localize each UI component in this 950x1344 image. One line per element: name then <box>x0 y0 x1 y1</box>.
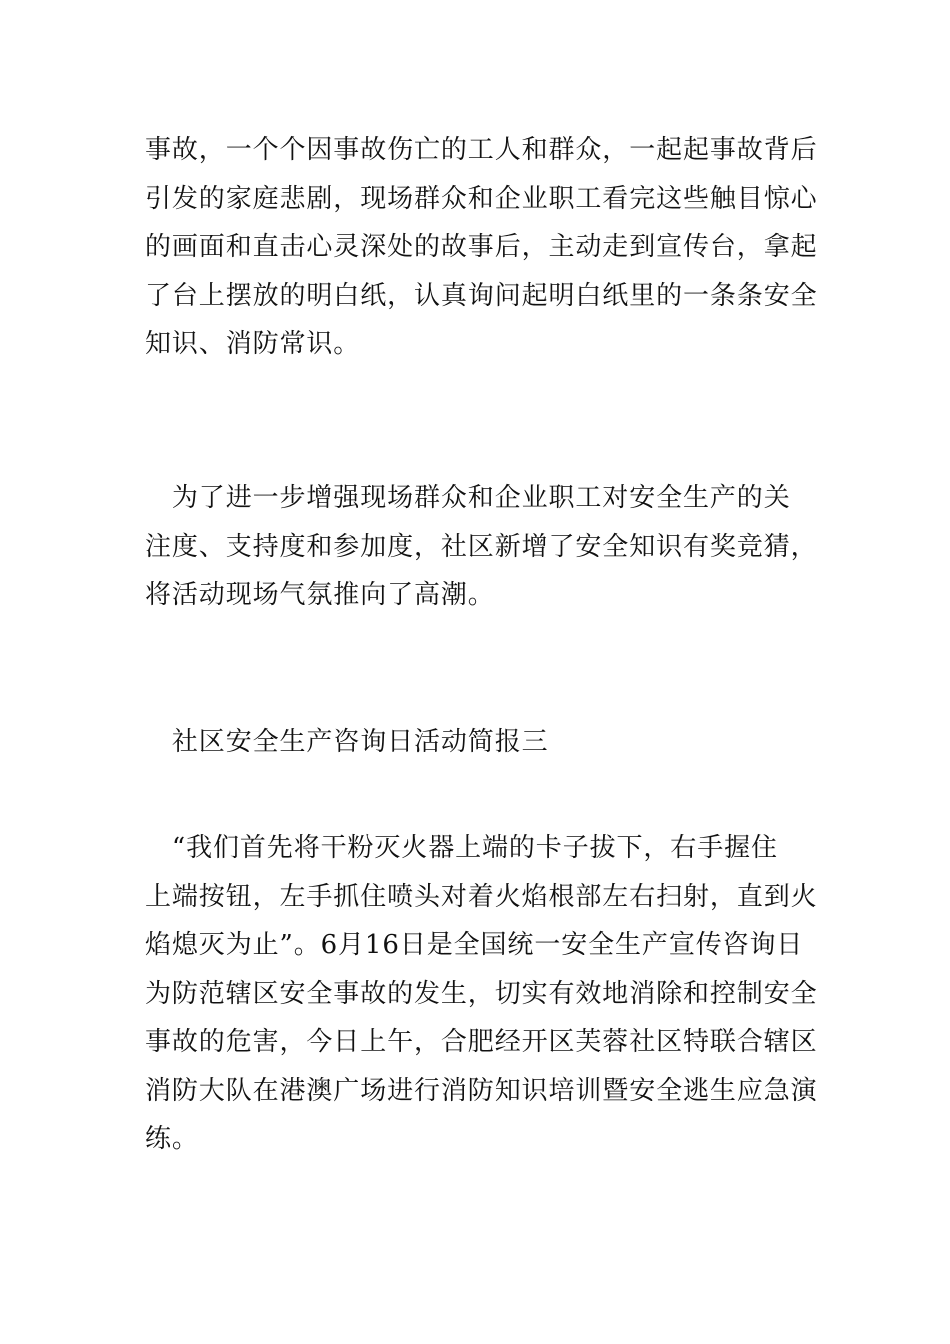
text-line: 知识、消防常识。 <box>145 329 361 359</box>
paragraph-4 <box>145 824 818 1164</box>
text-line: 消防大队在港澳广场进行消防知识培训暨安全逃生应急演 <box>145 1075 818 1106</box>
text-line: 为防范辖区安全事故的发生，切实有效地消除和控制安全 <box>145 978 818 1009</box>
text-line: 事故的危害，今日上午，合肥经开区芙蓉社区特联合辖区 <box>145 1027 818 1057</box>
text-line: 的画面和直击心灵深处的故事后，主动走到宣传台，拿起 <box>145 232 818 262</box>
heading-text: 社区安全生产咨询日活动简报三 <box>145 727 549 757</box>
text-line: 为了进一步增强现场群众和企业职工对安全生产的关 <box>145 483 791 513</box>
text-line: 了台上摆放的明白纸，认真询问起明白纸里的一条条安全 <box>145 280 818 311</box>
paragraph-2 <box>145 474 818 620</box>
text-line: 焰熄灭为止”。6月16日是全国统一安全生产宣传咨询日 <box>145 930 804 960</box>
text-line: 将活动现场气氛推向了高潮。 <box>145 580 495 610</box>
paragraph-1 <box>145 126 818 369</box>
text-line: 上端按钮，左手抓住喷头对着火焰根部左右扫射，直到火 <box>145 881 818 912</box>
text-line: 注度、支持度和参加度，社区新增了安全知识有奖竞猜， <box>145 531 818 562</box>
text-line: 练。 <box>145 1124 199 1154</box>
text-line: 引发的家庭悲剧，现场群众和企业职工看完这些触目惊心 <box>145 183 818 214</box>
text-line: 事故，一个个因事故伤亡的工人和群众，一起起事故背后 <box>145 135 818 165</box>
text-line: “我们首先将干粉灭火器上端的卡子拔下，右手握住 <box>145 833 778 863</box>
section-heading <box>145 718 810 767</box>
